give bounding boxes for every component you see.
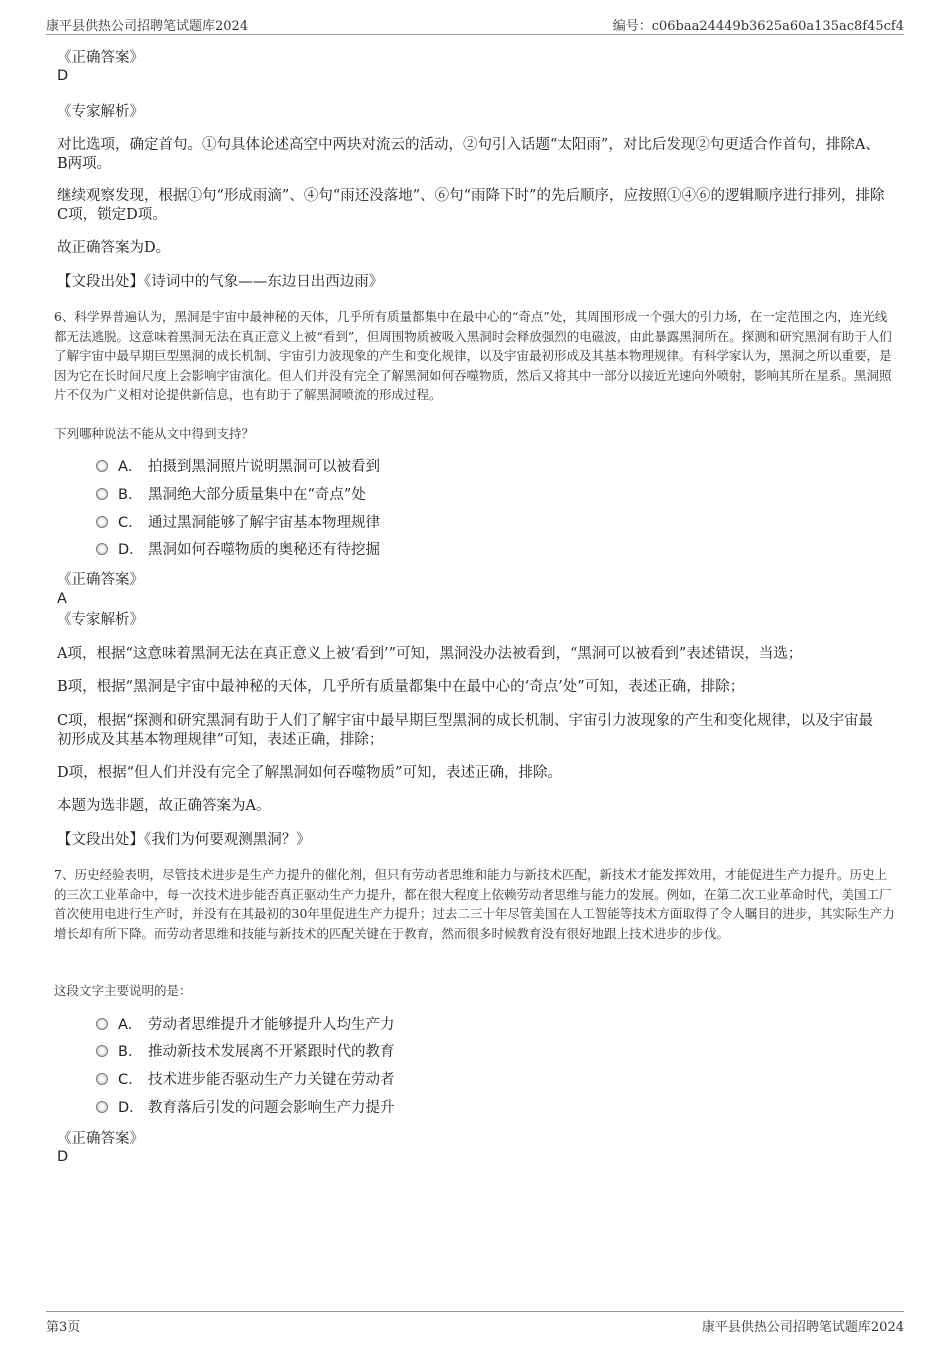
question-7-passage: 7、历史经验表明，尽管技术进步是生产力提升的催化剂，但只有劳动者思维和能力与新技术匹配，新技术才能发挥效用，才能促进生产力提升。历史上的三次工业革命中，每一次技术进步能否真正驱动生产力提升，都在很大程度上依赖劳动者思维与能力的发展。例如，在第二次工业革命时代，美国工厂首次使用电进行生产时，并没有在其最初的30年里促进生产力提升；过去二三十年尽管美国在人工智能等技术方面取得了令人瞩目的进步，其实际生产力增长却有所下降。而劳动者思维和技能与新技术的匹配关键在于教育，然而很多时候教育没有很好地跟上技术进步的步伐。 [54,867,895,941]
question-7-option-d[interactable]: D． 教育落后引发的问题会影响生产力提升 [96,1099,395,1117]
source-citation: 【文段出处】《我们为何要观测黑洞？》 [57,832,311,848]
answer-value: D [57,68,69,84]
question-7-prompt: 这段文字主要说明的是： [54,983,192,998]
radio-icon[interactable] [96,460,108,472]
answer-label: 《正确答案》 [57,572,144,588]
analysis-paragraph: 继续观察发现，根据①句“形成雨滴”、④句“雨还没落地”、⑥句“雨降下时”的先后顺序，应按照①④⑥的逻辑顺序进行排列，排除C项，锁定D项。 [57,188,885,223]
radio-icon[interactable] [96,516,108,528]
answer-value: A [57,591,67,607]
radio-icon[interactable] [96,543,108,555]
question-6-option-d[interactable]: D． 黑洞如何吞噬物质的奥秘还有待挖掘 [96,541,380,559]
answer-label: 《正确答案》 [57,1131,144,1147]
header-title: 康平县供热公司招聘笔试题库2024 [46,19,249,34]
answer-label: 《正确答案》 [57,50,144,66]
analysis-label: 《专家解析》 [57,104,144,120]
footer-title: 康平县供热公司招聘笔试题库2024 [701,1320,904,1335]
analysis-conclusion: 本题为选非题，故正确答案为A。 [57,798,271,814]
analysis-paragraph: A项，根据“这意味着黑洞无法在真正意义上被‘看到’”可知，黑洞没办法被看到，“黑洞可以被看到”表述错误，当选； [57,646,803,662]
radio-icon[interactable] [96,1045,108,1057]
radio-icon[interactable] [96,1073,108,1085]
answer-value: D [57,1149,69,1165]
page-footer [46,1311,904,1334]
analysis-label: 《专家解析》 [57,612,144,628]
analysis-conclusion: 故正确答案为D。 [57,240,171,256]
page-header [46,14,904,35]
radio-icon[interactable] [96,1018,108,1030]
header-serial-number: 编号：c06baa24449b3625a60a135ac8f45cf4 [612,19,904,34]
question-6-option-a[interactable]: A． 拍摄到黑洞照片说明黑洞可以被看到 [96,458,380,476]
question-6-option-b[interactable]: B． 黑洞绝大部分质量集中在“奇点”处 [96,486,366,504]
question-7-option-b[interactable]: B． 推动新技术发展离不开紧跟时代的教育 [96,1043,395,1061]
radio-icon[interactable] [96,488,108,500]
question-6-passage: 6、科学界普遍认为，黑洞是宇宙中最神秘的天体，几乎所有质量都集中在最中心的“奇点”处，其周围形成一个强大的引力场，在一定范围之内，连光线都无法逃脱。这意味着黑洞无法在真正意义上被“看到”，但周围物质被吸入黑洞时会释放强烈的电磁波，由此暴露黑洞所在。探测和研究黑洞有助于人们了解宇宙中最早期巨型黑洞的成长机制、宇宙引力波现象的产生和变化规律，以及宇宙最初形成及其基本物理规律。有科学家认为，黑洞之所以重要，是因为它在长时间尺度上会影响宇宙演化。但人们并没有完全了解黑洞如何吞噬物质，然后又将其中一部分以接近光速向外喷射，影响其所在星系。黑洞照片不仅为广义相对论提供新信息，也有助于了解黑洞喷流的形成过程。 [54,309,892,403]
question-6-prompt: 下列哪种说法不能从文中得到支持？ [54,426,255,441]
radio-icon[interactable] [96,1101,108,1113]
analysis-paragraph: D项，根据“但人们并没有完全了解黑洞如何吞噬物质”可知，表述正确，排除。 [57,765,562,781]
question-6-option-c[interactable]: C． 通过黑洞能够了解宇宙基本物理规律 [96,514,380,532]
analysis-paragraph: C项，根据“探测和研究黑洞有助于人们了解宇宙中最早期巨型黑洞的成长机制、宇宙引力波现象的产生和变化规律，以及宇宙最初形成及其基本物理规律”可知，表述正确，排除； [57,713,874,748]
source-citation: 【文段出处】《诗词中的气象——东边日出西边雨》 [57,274,384,290]
question-7-option-c[interactable]: C． 技术进步能否驱动生产力关键在劳动者 [96,1071,395,1089]
question-7-option-a[interactable]: A． 劳动者思维提升才能够提升人均生产力 [96,1016,395,1034]
page-number: 第3页 [46,1320,81,1335]
analysis-paragraph: B项，根据“黑洞是宇宙中最神秘的天体，几乎所有质量都集中在最中心的‘奇点’处”可知，表述正确，排除； [57,679,745,695]
analysis-paragraph: 对比选项，确定首句。①句具体论述高空中两块对流云的活动，②句引入话题“太阳雨”，对比后发现②句更适合作首句，排除A、B两项。 [57,137,880,172]
